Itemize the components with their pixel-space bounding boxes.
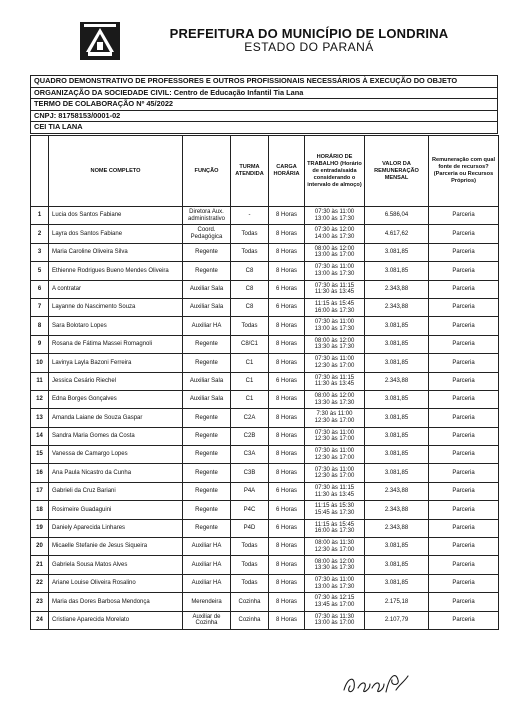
class-cell: Todas [231, 538, 269, 556]
role-cell: Coord. Pedagógica [183, 225, 231, 243]
funding-cell: Parceria [429, 243, 499, 261]
table-row [31, 390, 499, 408]
employee-name: Gabrieli da Cruz Bariani [49, 482, 183, 500]
workload-cell: 8 Horas [269, 390, 305, 408]
schedule-first-shift: 07:30 às 12:15 [314, 595, 355, 602]
schedule-second-shift: 16:00 às 17:30 [314, 307, 355, 314]
schedule-first-shift: 7:30 às 11:00 [316, 411, 353, 418]
schedule-second-shift: 13:45 às 17:00 [314, 601, 355, 608]
schedule-second-shift: 12:30 às 17:00 [314, 454, 355, 461]
class-cell: Todas [231, 317, 269, 335]
salary-cell: 3.081,85 [365, 464, 429, 482]
table-row [31, 335, 499, 353]
funding-cell: Parceria [429, 207, 499, 225]
employee-name: Ethienne Rodrigues Bueno Mendes Oliveira [49, 262, 183, 280]
role-cell: Auxiliar HA [183, 317, 231, 335]
class-cell: P4A [231, 482, 269, 500]
workload-cell: 8 Horas [269, 354, 305, 372]
row-number: 23 [31, 593, 49, 611]
schedule-cell [305, 538, 365, 556]
table-row [31, 317, 499, 335]
salary-cell: 3.081,85 [365, 335, 429, 353]
funding-cell: Parceria [429, 593, 499, 611]
schedule-second-shift: 16:00 às 17:30 [314, 528, 355, 535]
funding-cell: Parceria [429, 464, 499, 482]
class-cell: Todas [231, 225, 269, 243]
funding-cell: Parceria [429, 372, 499, 390]
workload-cell: 8 Horas [269, 538, 305, 556]
organization-line: ORGANIZAÇÃO DA SOCIEDADE CIVIL: Centro de Educação Infantil Tia Lana [31, 87, 498, 99]
schedule-second-shift: 12:30 às 17:00 [314, 417, 355, 424]
schedule-first-shift: 07:30 às 11:00 [314, 448, 355, 455]
class-cell: C3A [231, 446, 269, 464]
document-heading: QUADRO DEMONSTRATIVO DE PROFESSORES E OUTROS PROFISSIONAIS NECESSÁRIOS À EXECUÇÃO DO OBJETO [31, 76, 498, 88]
document-info-table [30, 75, 498, 134]
schedule-second-shift: 13:30 às 17:30 [314, 399, 355, 406]
role-cell: Regente [183, 519, 231, 537]
handwritten-signature [340, 670, 412, 698]
role-cell: Diretora Aux. administrativo [183, 207, 231, 225]
row-number: 5 [31, 262, 49, 280]
row-number: 21 [31, 556, 49, 574]
workload-cell: 8 Horas [269, 593, 305, 611]
salary-cell: 2.343,88 [365, 280, 429, 298]
schedule-first-shift: 07:30 às 11:00 [314, 319, 355, 326]
schedule-first-shift: 07:30 às 11:00 [314, 209, 355, 216]
workload-cell: 8 Horas [269, 335, 305, 353]
role-cell: Auxiliar Sala [183, 390, 231, 408]
schedule-cell [305, 519, 365, 537]
row-number: 14 [31, 427, 49, 445]
employee-name: Rosana de Fátima Massei Romagnoli [49, 335, 183, 353]
salary-cell: 3.081,85 [365, 446, 429, 464]
staff-table [30, 135, 499, 630]
schedule-second-shift: 13:30 às 17:30 [314, 565, 355, 572]
agreement-line: TERMO DE COLABORAÇÃO Nº 45/2022 [31, 99, 498, 111]
schedule-second-shift: 13:00 às 17:30 [314, 270, 355, 277]
row-number: 8 [31, 317, 49, 335]
workload-cell: 8 Horas [269, 574, 305, 592]
table-row [31, 574, 499, 592]
funding-cell: Parceria [429, 390, 499, 408]
schedule-second-shift: 13:00 às 17:30 [314, 583, 355, 590]
class-cell: Todas [231, 574, 269, 592]
column-header-schedule: HORÁRIO DE TRABALHO (Horário de entrada/saída considerando o intervalo de almoço) [305, 136, 365, 207]
table-row [31, 482, 499, 500]
workload-cell: 8 Horas [269, 207, 305, 225]
class-cell: C2B [231, 427, 269, 445]
employee-name: Sandra Maria Gomes da Costa [49, 427, 183, 445]
row-number: 15 [31, 446, 49, 464]
employee-name: Micaelle Stefanie de Jesus Siqueira [49, 538, 183, 556]
schedule-cell [305, 556, 365, 574]
schedule-second-shift: 13:30 às 17:30 [314, 344, 355, 351]
salary-cell: 6.586,04 [365, 207, 429, 225]
schedule-first-shift: 08:00 às 12:00 [314, 393, 355, 399]
workload-cell: 6 Horas [269, 519, 305, 537]
employee-name: Vanessa de Camargo Lopes [49, 446, 183, 464]
row-number: 10 [31, 354, 49, 372]
role-cell: Regente [183, 482, 231, 500]
employee-name: Jessica Cesário Riechel [49, 372, 183, 390]
row-number: 11 [31, 372, 49, 390]
employee-name: Ana Paula Nicastro da Cunha [49, 464, 183, 482]
schedule-first-shift: 07:30 às 11:15 [314, 484, 355, 491]
salary-cell: 2.343,88 [365, 482, 429, 500]
employee-name: Lucia dos Santos Fabiane [49, 207, 183, 225]
schedule-second-shift: 13:00 às 17:00 [314, 252, 355, 259]
role-cell: Regente [183, 446, 231, 464]
schedule-cell [305, 262, 365, 280]
employee-name: Cristiane Aparecida Morelato [49, 611, 183, 629]
salary-cell: 4.617,62 [365, 225, 429, 243]
schedule-first-shift: 11:15 às 15:45 [314, 301, 355, 308]
row-number: 2 [31, 225, 49, 243]
workload-cell: 8 Horas [269, 225, 305, 243]
salary-cell: 3.081,85 [365, 556, 429, 574]
row-number: 18 [31, 501, 49, 519]
employee-name: Sara Bolotaro Lopes [49, 317, 183, 335]
salary-cell: 3.081,85 [365, 354, 429, 372]
role-cell: Merendeira [183, 593, 231, 611]
role-cell: Auxiliar HA [183, 538, 231, 556]
schedule-second-shift: 12:30 às 17:00 [314, 546, 355, 553]
funding-cell: Parceria [429, 335, 499, 353]
workload-cell: 6 Horas [269, 298, 305, 316]
class-cell: C8 [231, 280, 269, 298]
row-number: 16 [31, 464, 49, 482]
staff-table-body [31, 207, 499, 630]
schedule-second-shift: 15:45 às 17:30 [314, 509, 355, 516]
role-cell: Regente [183, 427, 231, 445]
table-row [31, 427, 499, 445]
schedule-cell [305, 611, 365, 629]
schedule-cell [305, 354, 365, 372]
employee-name: A contratar [49, 280, 183, 298]
schedule-first-shift: 07:30 às 11:00 [314, 429, 355, 436]
role-cell: Regente [183, 262, 231, 280]
salary-cell: 3.081,85 [365, 574, 429, 592]
class-cell: C1 [231, 354, 269, 372]
row-number: 12 [31, 390, 49, 408]
workload-cell: 6 Horas [269, 482, 305, 500]
workload-cell: 6 Horas [269, 501, 305, 519]
schedule-cell [305, 207, 365, 225]
funding-cell: Parceria [429, 446, 499, 464]
table-row [31, 446, 499, 464]
row-number: 22 [31, 574, 49, 592]
schedule-first-shift: 08:00 às 12:00 [314, 245, 355, 252]
schedule-first-shift: 11:15 às 15:30 [314, 503, 355, 510]
column-header-funding: Remuneração com qual fonte de recursos? (Parceria ou Recursos Próprios) [429, 136, 499, 207]
schedule-first-shift: 11:15 às 15:45 [314, 521, 355, 528]
row-number: 19 [31, 519, 49, 537]
row-number: 13 [31, 409, 49, 427]
table-row [31, 372, 499, 390]
class-cell: Cozinha [231, 593, 269, 611]
letterhead [80, 22, 480, 62]
schedule-first-shift: 07:30 às 11:15 [314, 282, 355, 289]
schedule-cell [305, 593, 365, 611]
schedule-cell [305, 574, 365, 592]
row-number: 20 [31, 538, 49, 556]
class-cell: C8 [231, 298, 269, 316]
funding-cell: Parceria [429, 317, 499, 335]
table-row [31, 556, 499, 574]
schedule-cell [305, 390, 365, 408]
role-cell: Regente [183, 335, 231, 353]
salary-cell: 3.081,85 [365, 262, 429, 280]
row-number: 7 [31, 298, 49, 316]
funding-cell: Parceria [429, 225, 499, 243]
schedule-cell [305, 409, 365, 427]
class-cell: C1 [231, 372, 269, 390]
schedule-first-shift: 07:30 às 11:00 [314, 466, 355, 473]
employee-name: Rosimeire Guadaguini [49, 501, 183, 519]
workload-cell: 8 Horas [269, 409, 305, 427]
table-row [31, 298, 499, 316]
letterhead-text [134, 27, 484, 54]
row-number: 17 [31, 482, 49, 500]
funding-cell: Parceria [429, 427, 499, 445]
workload-cell: 6 Horas [269, 280, 305, 298]
schedule-second-shift: 11:30 às 13:45 [314, 289, 355, 296]
schedule-cell [305, 427, 365, 445]
cnpj-line: CNPJ: 81758153/0001-02 [31, 110, 498, 122]
table-header-row [31, 136, 499, 207]
workload-cell: 8 Horas [269, 464, 305, 482]
column-header-salary: VALOR DA REMUNERAÇÃO MENSAL [365, 136, 429, 207]
class-cell: P4C [231, 501, 269, 519]
table-row [31, 519, 499, 537]
schedule-cell [305, 298, 365, 316]
column-header-name: NOME COMPLETO [49, 136, 183, 207]
schedule-cell [305, 280, 365, 298]
table-row [31, 354, 499, 372]
schedule-first-shift: 07:30 às 11:15 [314, 374, 355, 381]
workload-cell: 8 Horas [269, 556, 305, 574]
class-cell: C8 [231, 262, 269, 280]
schedule-cell [305, 225, 365, 243]
class-cell: C3B [231, 464, 269, 482]
column-header-class: TURMA ATENDIDA [231, 136, 269, 207]
workload-cell: 8 Horas [269, 262, 305, 280]
schedule-first-shift: 07:30 às 11:00 [314, 356, 355, 363]
employee-name: Edna Borges Gonçalves [49, 390, 183, 408]
role-cell: Auxiliar Sala [183, 372, 231, 390]
schedule-second-shift: 12:30 às 17:00 [314, 473, 355, 480]
salary-cell: 2.107,79 [365, 611, 429, 629]
row-number: 1 [31, 207, 49, 225]
table-row [31, 243, 499, 261]
salary-cell: 3.081,85 [365, 409, 429, 427]
schedule-first-shift: 07:30 às 11:30 [314, 613, 355, 620]
funding-cell: Parceria [429, 538, 499, 556]
schedule-second-shift: 11:30 às 13:45 [314, 491, 355, 498]
role-cell: Regente [183, 354, 231, 372]
column-header-role: FUNÇÃO [183, 136, 231, 207]
funding-cell: Parceria [429, 298, 499, 316]
schedule-cell [305, 482, 365, 500]
schedule-second-shift: 13:00 às 17:30 [314, 215, 355, 222]
schedule-first-shift: 07:30 às 11:00 [314, 264, 355, 271]
class-cell: C8/C1 [231, 335, 269, 353]
funding-cell: Parceria [429, 409, 499, 427]
funding-cell: Parceria [429, 262, 499, 280]
salary-cell: 2.175,18 [365, 593, 429, 611]
role-cell: Regente [183, 501, 231, 519]
employee-name: Maria Caroline Oliveira Silva [49, 243, 183, 261]
role-cell: Regente [183, 243, 231, 261]
table-row [31, 611, 499, 629]
role-cell: Auxiliar Sala [183, 280, 231, 298]
schedule-cell [305, 446, 365, 464]
schedule-second-shift: 13:00 às 17:30 [314, 326, 355, 333]
salary-cell: 2.343,88 [365, 372, 429, 390]
class-cell: Todas [231, 243, 269, 261]
salary-cell: 2.343,88 [365, 519, 429, 537]
schedule-cell [305, 501, 365, 519]
class-cell: P4D [231, 519, 269, 537]
column-header-number [31, 136, 49, 207]
workload-cell: 8 Horas [269, 427, 305, 445]
workload-cell: 8 Horas [269, 446, 305, 464]
schedule-cell [305, 464, 365, 482]
class-cell: Todas [231, 556, 269, 574]
schedule-cell [305, 335, 365, 353]
schedule-second-shift: 13:00 às 17:00 [314, 620, 355, 627]
salary-cell: 3.081,85 [365, 243, 429, 261]
class-cell: - [231, 207, 269, 225]
role-cell: Regente [183, 409, 231, 427]
salary-cell: 3.081,85 [365, 390, 429, 408]
table-row [31, 593, 499, 611]
schedule-second-shift: 12:30 às 17:00 [314, 362, 355, 369]
employee-name: Amanda Laiane de Souza Gaspar [49, 409, 183, 427]
employee-name: Maria das Dores Barbosa Mendonça [49, 593, 183, 611]
class-cell: C1 [231, 390, 269, 408]
column-header-hours: CARGA HORÁRIA [269, 136, 305, 207]
municipal-seal-icon [80, 22, 120, 60]
unit-line: CEI TIA LANA [31, 122, 498, 134]
class-cell: Cozinha [231, 611, 269, 629]
table-row [31, 207, 499, 225]
employee-name: Daniely Aparecida Linhares [49, 519, 183, 537]
employee-name: Ariane Louise Oliveira Rosalino [49, 574, 183, 592]
schedule-cell [305, 243, 365, 261]
salary-cell: 2.343,88 [365, 298, 429, 316]
letterhead-subtitle: ESTADO DO PARANÁ [244, 40, 374, 54]
schedule-cell [305, 372, 365, 390]
role-cell: Auxiliar Sala [183, 298, 231, 316]
funding-cell: Parceria [429, 611, 499, 629]
funding-cell: Parceria [429, 280, 499, 298]
workload-cell: 6 Horas [269, 372, 305, 390]
workload-cell: 8 Horas [269, 243, 305, 261]
table-row [31, 464, 499, 482]
table-row [31, 225, 499, 243]
employee-name: Layanne do Nascimento Souza [49, 298, 183, 316]
workload-cell: 8 Horas [269, 317, 305, 335]
role-cell: Auxiliar HA [183, 574, 231, 592]
row-number: 3 [31, 243, 49, 261]
role-cell: Regente [183, 464, 231, 482]
funding-cell: Parceria [429, 482, 499, 500]
salary-cell: 2.343,88 [365, 501, 429, 519]
row-number: 9 [31, 335, 49, 353]
table-row [31, 501, 499, 519]
role-cell: Auxiliar HA [183, 556, 231, 574]
schedule-second-shift: 12:30 às 17:00 [314, 436, 355, 443]
schedule-second-shift: 14:00 às 17:30 [314, 234, 355, 241]
funding-cell: Parceria [429, 354, 499, 372]
letterhead-title: PREFEITURA DO MUNICÍPIO DE LONDRINA [169, 26, 449, 41]
table-row [31, 262, 499, 280]
employee-name: Layra dos Santos Fabiane [49, 225, 183, 243]
schedule-first-shift: 08:00 às 12:00 [314, 558, 355, 565]
row-number: 6 [31, 280, 49, 298]
funding-cell: Parceria [429, 556, 499, 574]
salary-cell: 3.081,85 [365, 538, 429, 556]
schedule-first-shift: 08:00 às 11:30 [314, 540, 355, 547]
funding-cell: Parceria [429, 501, 499, 519]
funding-cell: Parceria [429, 519, 499, 537]
table-row [31, 280, 499, 298]
schedule-first-shift: 07:30 às 12:00 [314, 227, 355, 234]
employee-name: Lavinya Layla Bazoni Ferreira [49, 354, 183, 372]
role-cell: Auxiliar de Cozinha [183, 611, 231, 629]
schedule-second-shift: 11:30 às 13:45 [314, 381, 355, 388]
salary-cell: 3.081,85 [365, 427, 429, 445]
funding-cell: Parceria [429, 574, 499, 592]
schedule-first-shift: 08:00 às 12:00 [314, 337, 355, 344]
table-row [31, 538, 499, 556]
schedule-first-shift: 07:30 às 11:00 [314, 576, 355, 583]
table-row [31, 409, 499, 427]
workload-cell: 8 Horas [269, 611, 305, 629]
employee-name: Gabriela Sousa Matos Alves [49, 556, 183, 574]
schedule-cell [305, 317, 365, 335]
class-cell: C2A [231, 409, 269, 427]
row-number: 24 [31, 611, 49, 629]
salary-cell: 3.081,85 [365, 317, 429, 335]
